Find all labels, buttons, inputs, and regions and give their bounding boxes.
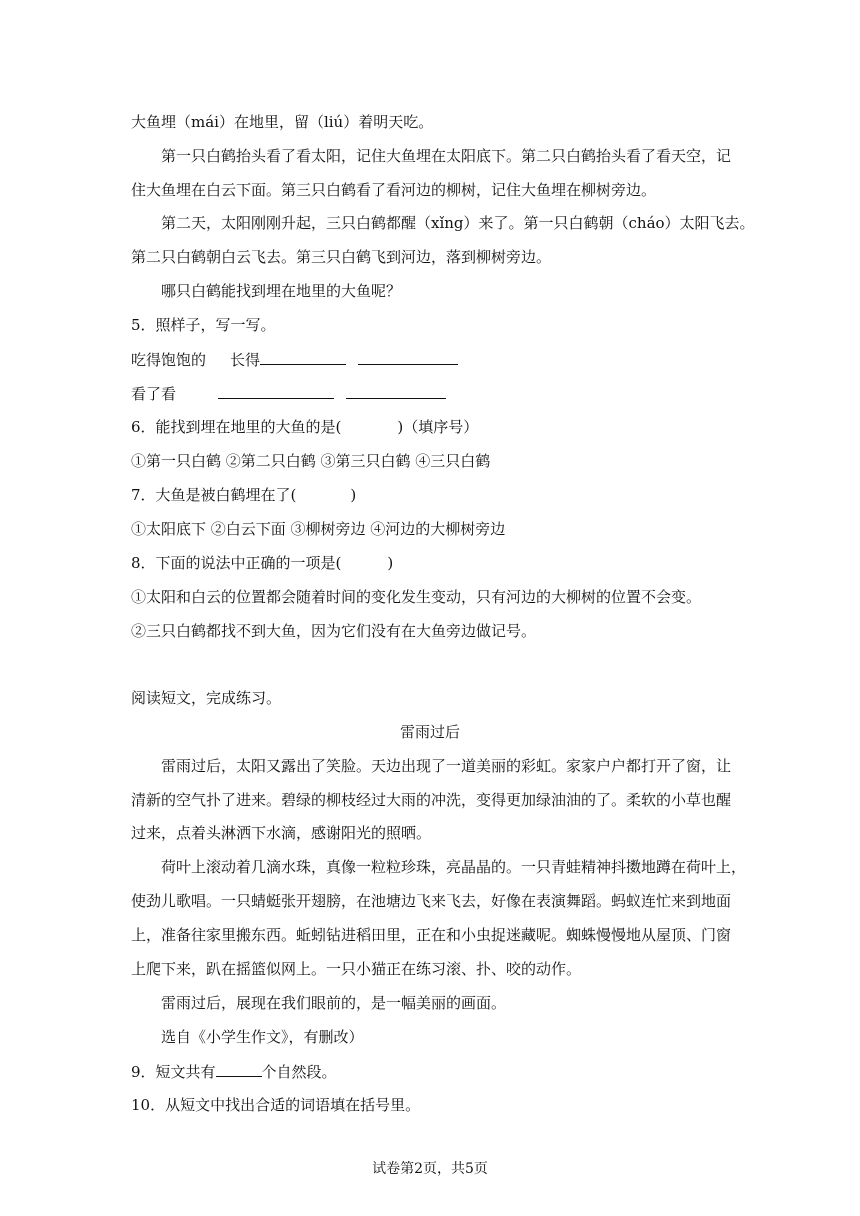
- question-5-example-2: 看了看: [131, 385, 177, 403]
- answer-blank[interactable]: [218, 383, 334, 399]
- question-6-stem: 6．能找到埋在地里的大鱼的是( )（填序号）: [131, 418, 479, 436]
- question-5-stem: 5．照样子，写一写。: [131, 316, 276, 334]
- question-5-word-1: 长得: [230, 351, 261, 369]
- question-6-options: ①第一只白鹤 ②第二只白鹤 ③第三只白鹤 ④三只白鹤: [131, 452, 491, 470]
- reading-instruction: 阅读短文，完成练习。: [131, 689, 282, 707]
- passage-paragraph-1-line-1: 雷雨过后，太阳又露出了笑脸。天边出现了一道美丽的彩虹。家家户户都打开了窗，让: [161, 757, 732, 775]
- question-5-example-1: 吃得饱饱的: [131, 351, 207, 369]
- story1-paragraph-2-line-2: 第二只白鹤朝白云飞去。第三只白鹤飞到河边，落到柳树旁边。: [131, 248, 552, 266]
- passage-paragraph-2-line-1: 荷叶上滚动着几滴水珠，真像一粒粒珍珠，亮晶晶的。一只青蛙精神抖擞地蹲在荷叶上，: [161, 858, 747, 876]
- story1-paragraph-2-line-1: 第二天，太阳刚刚升起，三只白鹤都醒（xǐng）来了。第一只白鹤朝（cháo）太阳飞去。: [161, 214, 755, 232]
- passage-paragraph-3: 雷雨过后，展现在我们眼前的，是一幅美丽的画面。: [161, 994, 507, 1012]
- question-8-option-1: ①太阳和白云的位置都会随着时间的变化发生变动，只有河边的大柳树的位置不会变。: [131, 588, 702, 606]
- question-5-row-1: [131, 349, 458, 370]
- passage-source: 选自《小学生作文》，有删改）: [161, 1028, 364, 1046]
- story1-paragraph-0: 大鱼埋（mái）在地里，留（liú）着明天吃。: [131, 113, 434, 131]
- answer-blank[interactable]: [346, 383, 446, 399]
- page-footer: 试卷第2页，共5页: [372, 1161, 488, 1177]
- question-5-row-2: [131, 383, 446, 404]
- story1-paragraph-1-line-1: 第一只白鹤抬头看了看太阳，记住大鱼埋在太阳底下。第二只白鹤抬头看了看天空，记: [161, 147, 732, 165]
- passage-paragraph-2-line-4: 上爬下来，趴在摇篮似网上。一只小猫正在练习滚、扑、咬的动作。: [131, 960, 582, 978]
- question-7-stem: 7．大鱼是被白鹤埋在了( ): [131, 486, 357, 504]
- answer-blank[interactable]: [216, 1061, 262, 1077]
- passage-paragraph-1-line-2: 清新的空气扑了进来。碧绿的柳枝经过大雨的冲洗，变得更加绿油油的了。柔软的小草也醒: [131, 791, 732, 809]
- question-9-stem: 9．短文共有 个自然段。: [131, 1063, 337, 1081]
- passage-paragraph-2-line-3: 上，准备往家里搬东西。蚯蚓钻进稻田里，正在和小虫捉迷藏呢。蜘蛛慢慢地从屋顶、门窗: [131, 926, 732, 944]
- answer-blank[interactable]: [358, 349, 458, 365]
- passage-paragraph-2-line-2: 使劲儿歌唱。一只蜻蜓张开翅膀，在池塘边飞来飞去，好像在表演舞蹈。蚂蚁连忙来到地面: [131, 892, 732, 910]
- question-8-option-2: ②三只白鹤都找不到大鱼，因为它们没有在大鱼旁边做记号。: [131, 622, 537, 640]
- story1-paragraph-1-line-2: 住大鱼埋在白云下面。第三只白鹤看了看河边的柳树，记住大鱼埋在柳树旁边。: [131, 181, 657, 199]
- question-7-options: ①太阳底下 ②白云下面 ③柳树旁边 ④河边的大柳树旁边: [131, 520, 506, 538]
- passage-title: 雷雨过后: [399, 723, 460, 741]
- answer-blank[interactable]: [260, 349, 346, 365]
- question-8-stem: 8．下面的说法中正确的一项是( ): [131, 554, 394, 572]
- question-10-stem: 10．从短文中找出合适的词语填在括号里。: [131, 1096, 421, 1114]
- passage-paragraph-1-line-3: 过来，点着头淋洒下水滴，感谢阳光的照晒。: [131, 824, 432, 842]
- story1-paragraph-3: 哪只白鹤能找到埋在地里的大鱼呢？: [161, 282, 402, 300]
